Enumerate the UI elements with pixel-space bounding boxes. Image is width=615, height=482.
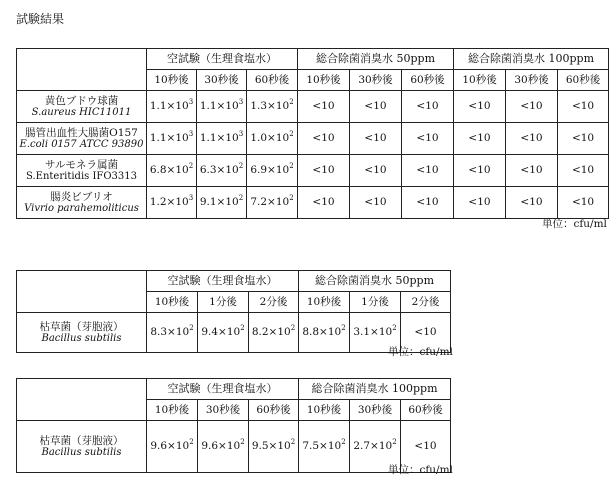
header-empty (17, 49, 147, 91)
time-header: 30秒後 (506, 70, 558, 91)
value-cell: <10 (402, 187, 454, 219)
value-cell: <10 (506, 155, 558, 187)
table-row (17, 91, 609, 123)
value-cell: <10 (401, 313, 451, 353)
value-cell: <10 (298, 187, 350, 219)
value-cell: $9.4\times 10^2$ (198, 313, 249, 353)
value-cell: $7.2\times 10^2$ (247, 187, 298, 219)
unit-label: 単位：cfu/ml (542, 218, 607, 230)
organism-name: 腸炎ビブリオ (50, 190, 113, 203)
value-cell: <10 (558, 155, 609, 187)
value-cell: $6.9\times 10^2$ (247, 155, 298, 187)
time-header: 10秒後 (298, 70, 350, 91)
value-cell: $9.1\times 10^2$ (197, 187, 247, 219)
value-cell: <10 (558, 91, 609, 123)
group-header: 総合除菌消臭水 100ppm (299, 379, 451, 400)
value-cell: <10 (402, 91, 454, 123)
group-header: 空試験（生理食塩水） (147, 271, 299, 292)
group-header: 空試験（生理食塩水） (147, 379, 299, 400)
value-cell: $6.8\times 10^2$ (147, 155, 197, 187)
organism-name: 枯草菌（芽胞液） (39, 320, 124, 333)
organism-cell (17, 313, 147, 353)
time-header: 10秒後 (147, 70, 197, 91)
table-row (17, 421, 451, 473)
value-cell: <10 (506, 123, 558, 155)
organism-strain: Bacillus subtilis (41, 332, 122, 344)
time-header: 1分後 (350, 292, 401, 313)
time-header: 2分後 (401, 292, 451, 313)
value-cell: <10 (506, 187, 558, 219)
value-cell: <10 (454, 155, 506, 187)
value-cell: $1.1\times 10^3$ (147, 91, 197, 123)
time-header: 10秒後 (147, 292, 198, 313)
value-cell: $1.2\times 10^3$ (147, 187, 197, 219)
value-cell: <10 (350, 91, 402, 123)
value-cell: $1.1\times 10^3$ (197, 91, 247, 123)
value-cell: <10 (298, 123, 350, 155)
value-cell: $1.0\times 10^2$ (247, 123, 298, 155)
organism-name: 腸管出血性大腸菌O157 (25, 126, 138, 139)
value-cell: <10 (402, 155, 454, 187)
time-header: 30秒後 (350, 70, 402, 91)
value-cell: <10 (298, 91, 350, 123)
organism-cell (17, 187, 147, 219)
value-cell: <10 (454, 91, 506, 123)
value-cell: $9.6\times 10^2$ (147, 421, 198, 473)
organism-name: 枯草菌（芽胞液） (39, 434, 124, 447)
value-cell: <10 (506, 91, 558, 123)
header-empty (17, 379, 147, 421)
value-cell: $8.8\times 10^2$ (299, 313, 350, 353)
organism-strain: Bacillus subtilis (41, 446, 122, 458)
group-header: 総合除菌消臭水 50ppm (299, 271, 451, 292)
value-cell: <10 (402, 123, 454, 155)
organism-cell (17, 421, 147, 473)
organism-strain: S.Enteritidis IFO3313 (26, 170, 137, 182)
time-header: 1分後 (198, 292, 249, 313)
value-cell: <10 (350, 155, 402, 187)
value-cell: $9.6\times 10^2$ (198, 421, 249, 473)
organism-strain: Vivrio parahemoliticus (24, 202, 139, 214)
time-header: 60秒後 (247, 70, 298, 91)
unit-label: 単位：cfu/ml (388, 464, 453, 476)
time-header: 10秒後 (454, 70, 506, 91)
time-header: 60秒後 (401, 400, 451, 421)
results-table-3 (16, 378, 451, 473)
page-title: 試験結果 (16, 12, 65, 26)
group-header: 総合除菌消臭水 50ppm (298, 49, 454, 70)
organism-name: サルモネラ属菌 (45, 158, 118, 171)
unit-label: 単位：cfu/ml (388, 346, 453, 358)
organism-cell (17, 91, 147, 123)
group-header: 空試験（生理食塩水） (147, 49, 298, 70)
table-row (17, 123, 609, 155)
time-header: 60秒後 (558, 70, 609, 91)
value-cell: $1.3\times 10^2$ (247, 91, 298, 123)
table-row (17, 313, 451, 353)
value-cell: $7.5\times 10^2$ (299, 421, 350, 473)
time-header: 60秒後 (249, 400, 299, 421)
organism-strain: E.coli 0157 ATCC 93890 (19, 138, 144, 150)
organism-strain: S.aureus HIC11011 (31, 106, 132, 118)
value-cell: $9.5\times 10^2$ (249, 421, 299, 473)
value-cell: $6.3\times 10^2$ (197, 155, 247, 187)
value-cell: <10 (454, 123, 506, 155)
group-header: 総合除菌消臭水 100ppm (454, 49, 609, 70)
value-cell: $8.3\times 10^2$ (147, 313, 198, 353)
time-header: 10秒後 (299, 292, 350, 313)
organism-cell (17, 155, 147, 187)
time-header: 2分後 (249, 292, 299, 313)
value-cell: <10 (350, 123, 402, 155)
time-header: 30秒後 (197, 70, 247, 91)
value-cell: $3.1\times 10^2$ (350, 313, 401, 353)
time-header: 60秒後 (402, 70, 454, 91)
header-empty (17, 271, 147, 313)
value-cell: <10 (298, 155, 350, 187)
time-header: 10秒後 (147, 400, 198, 421)
time-header: 10秒後 (299, 400, 350, 421)
organism-cell (17, 123, 147, 155)
time-header: 30秒後 (350, 400, 401, 421)
table-row (17, 155, 609, 187)
value-cell: <10 (350, 187, 402, 219)
table-row (17, 187, 609, 219)
value-cell: $2.7\times 10^2$ (350, 421, 401, 473)
value-cell: <10 (454, 187, 506, 219)
value-cell: $8.2\times 10^2$ (249, 313, 299, 353)
time-header: 30秒後 (198, 400, 249, 421)
value-cell: $1.1\times 10^3$ (147, 123, 197, 155)
results-table-1 (16, 48, 609, 219)
organism-name: 黄色ブドウ球菌 (44, 94, 119, 107)
value-cell: <10 (401, 421, 451, 473)
results-table-2 (16, 270, 451, 353)
value-cell: <10 (558, 123, 609, 155)
value-cell: <10 (558, 187, 609, 219)
value-cell: $1.1\times 10^3$ (197, 123, 247, 155)
